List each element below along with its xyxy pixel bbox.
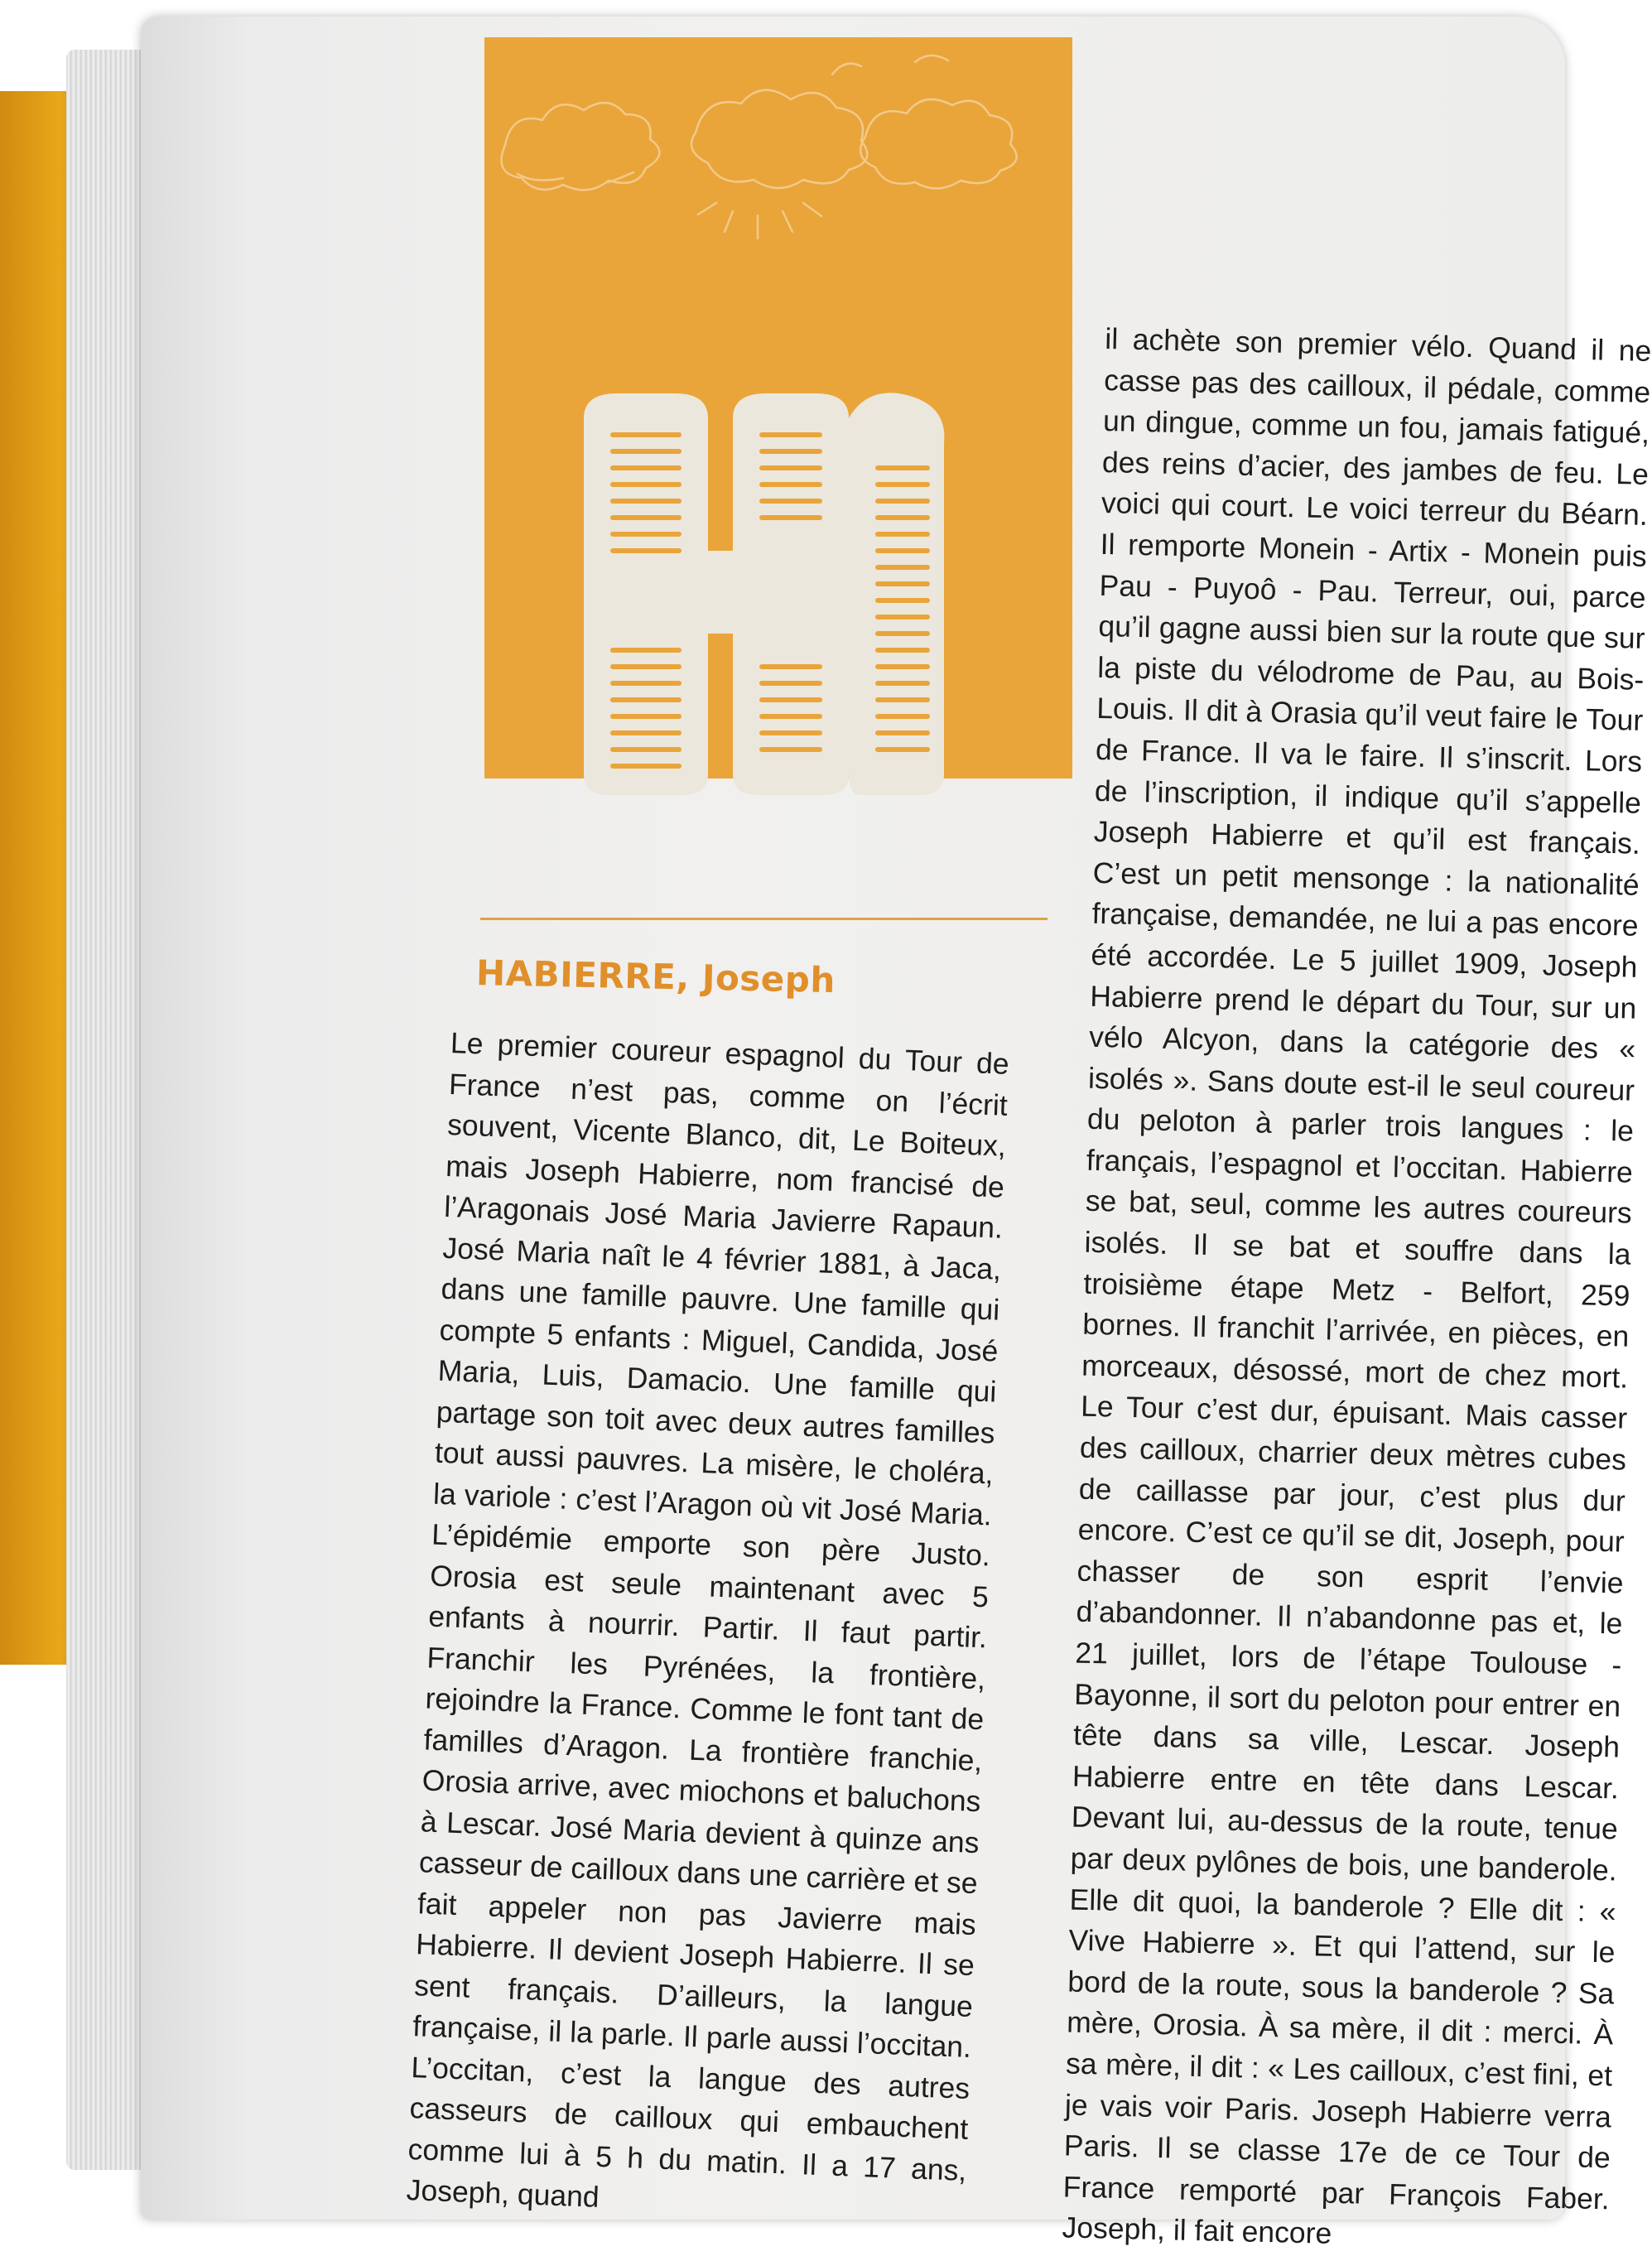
book-page bbox=[141, 17, 1652, 2251]
section-divider bbox=[480, 918, 1048, 920]
decorative-letter-panel bbox=[484, 37, 1072, 779]
decorative-letter-h bbox=[576, 385, 956, 799]
body-column-left: Le premier coureur espagnol du Tour de France n’est pas, comme on l’écrit souvent, Vicente Blanco, dit, Le Boiteux, mais Joseph Habierre, nom francisé de l’Aragonais José Maria Javierre Rapaun. José Maria naît le 4 février 1881, à Jaca, dans une famille pauvre. Une famille qui compte 5 enfants : Miguel, Candida, José Maria, Luis, Damacio. Une famille qui partage son toit avec deux autres familles tout aussi pauvres. La misère, le choléra, la variole : c’est l’Aragon où vit José Maria. L’épidémie emporte son père Justo. Orosia est seule maintenant avec 5 enfants à nourrir. Partir. Il faut partir. Franchir les Pyrénées, la frontière, rejoindre la France. Comme le font tant de familles d’Aragon. La frontière franchie, Orosia arrive, avec miochons et baluchons à Lescar. José Maria devient à quinze ans casseur de cailloux dans une carrière et se fait appeler non pas Javierre mais Habierre. Il devient Joseph Habierre. Il se sent français. D’ailleurs, la langue française, il la parle. Il parle aussi l’occitan. L’occitan, c’est la langue des autres casseurs de cailloux qui embauchent comme lui à 5 h du matin. Il a 17 ans, Joseph, quand bbox=[406, 1025, 1010, 2214]
body-column-right: il achète son premier vélo. Quand il ne casse pas des cailloux, il pédale, comme un dingue, comme un fou, jamais fatigué, des reins d’acier, des jambes de feu. Le voici qui court. Le voici terreur du Béarn. Il remporte Monein - Artix - Monein puis Pau - Puyoô - Pau. Terreur, oui, parce qu’il gagne aussi bien sur la route que sur la piste du vélodrome de Pau, au Bois-Louis. Il dit à Orasia qu’il veut faire le Tour de France. Il va le faire. Il s’inscrit. Lors de l’inscription, il indique qu’il s’appelle Joseph Habierre et qu’il est français. C’est un petit mensonge : la nationalité française, demandée, ne lui a pas encore été accordée. Le 5 juillet 1909, Joseph Habierre prend le départ du Tour, sur un vélo Alcyon, dans la catégorie des « isolés ». Sans doute est-il le seul coureur du peloton à parler trois langues : le français, l’espagnol et l’occitan. Habierre se bat, seul, comme les autres coureurs isolés. Il se bat et souffre dans la troisième étape Metz - Belfort, 259 bornes. Il franchit l’arrivée, en pièces, en morceaux, désossé, mort de chez mort. Le Tour c’est dur, épuisant. Mais casser des cailloux, charrier deux mètres cubes de caillasse par jour, c’est plus dur encore. C’est ce qu’il se dit, Joseph, pour chasser de son esprit l’envie d’abandonner. Il n’abandonne pas et, le 21 juillet, lors de l’étape Toulouse - Bayonne, il sort du peloton pour entrer en tête dans sa ville, Lescar. Joseph Habierre entre en tête dans Lescar. Devant lui, au-dessus de la route, tenue par deux pylônes de bois, une banderole. Elle dit quoi, la banderole ? Elle dit : « Vive Habierre ». Et qui l’attend, sur le bord de la route, sous la banderole ? Sa mère, Orosia. À sa mère, il dit : merci. À sa mère, il dit : « Les cailloux, c’est fini, et je vais voir Paris. Joseph Habierre verra Paris. Il se classe 17e de ce Tour de France remporté par François Faber. Joseph, il fait encore bbox=[1062, 321, 1652, 2251]
entry-title: HABIERRE, Joseph bbox=[475, 952, 836, 1001]
